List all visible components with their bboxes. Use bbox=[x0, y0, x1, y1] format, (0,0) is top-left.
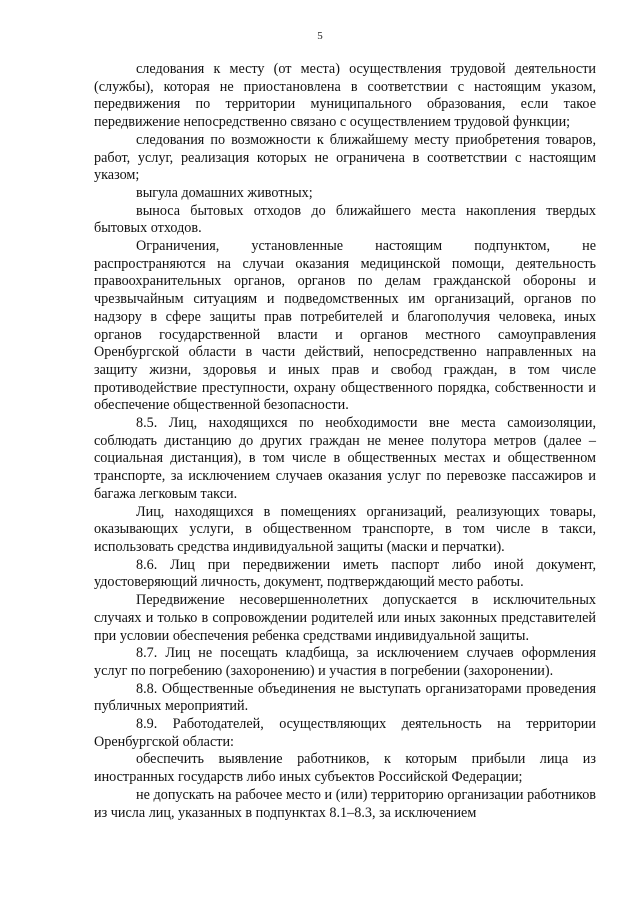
paragraph: Передвижение несовершеннолетних допускается в исключительных случаях и только в сопровождении родителей или иных законных представителей при условии обеспечения ребенка средствами индивидуальной защиты. bbox=[94, 592, 596, 644]
paragraph: выноса бытовых отходов до ближайшего места накопления твердых бытовых отходов. bbox=[94, 202, 596, 237]
page-number: 5 bbox=[317, 30, 323, 42]
paragraph: Ограничения, установленные настоящим подпунктом, не распространяются на случаи оказания медицинской помощи, деятельность правоохранительных органов, органов по делам гражданской обороны и чрезвычайным ситуациям и подведомственных им организаций, органов по надзору в сфере защиты прав потребителей и благополучия человека, иных органов государственной власти и органов местного самоуправления Оренбургской области в части действий, непосредственно направленных на защиту жизни, здоровья и иных прав и свобод граждан, в том числе противодействие преступности, охрану общественного порядка, собственности и обеспечение общественной безопасности. bbox=[94, 238, 596, 414]
paragraph: обеспечить выявление работников, к которым прибыли лица из иностранных государств либо иных субъектов Российской Федерации; bbox=[94, 751, 596, 786]
paragraph: 8.8. Общественные объединения не выступать организаторами проведения публичных мероприятий. bbox=[94, 680, 596, 715]
paragraph: следования к месту (от места) осуществления трудовой деятельности (службы), которая не приостановлена в соответствии с настоящим указом, передвижения по территории муниципального образования, если такое передвижение непосредственно связано с осуществлением трудовой функции; bbox=[94, 61, 596, 131]
paragraph: 8.9. Работодателей, осуществляющих деятельность на территории Оренбургской области: bbox=[94, 716, 596, 750]
paragraph: не допускать на рабочее место и (или) территорию организации работников из числа лиц, указанных в подпунктах 8.1–8.3, за исключением bbox=[94, 786, 596, 821]
paragraph: следования по возможности к ближайшему месту приобретения товаров, работ, услуг, реализация которых не ограничена в соответствии с настоящим указом; bbox=[94, 131, 596, 184]
paragraph: Лиц, находящихся в помещениях организаций, реализующих товары, оказывающих услуги, в общественном транспорте, в том числе в такси, использовать средства индивидуальной защиты (маски и перчатки). bbox=[94, 503, 596, 555]
paragraph: 8.7. Лиц не посещать кладбища, за исключением случаев оформления услуг по погребению (захоронению) и участия в погребении (захоронении). bbox=[94, 645, 596, 679]
paragraph: 8.5. Лиц, находящихся по необходимости вне места самоизоляции, соблюдать дистанцию до других граждан не менее полутора метров (далее – социальная дистанция), в том числе в общественных местах и общественном транспорте, за исключением случаев оказания услуг по перевозке пассажиров и багажа легковым такси. bbox=[94, 415, 596, 502]
paragraph: выгула домашних животных; bbox=[136, 184, 313, 201]
document-body bbox=[94, 61, 596, 822]
paragraph: 8.6. Лиц при передвижении иметь паспорт либо иной документ, удостоверяющий личность, документ, подтверждающий место работы. bbox=[94, 556, 596, 591]
